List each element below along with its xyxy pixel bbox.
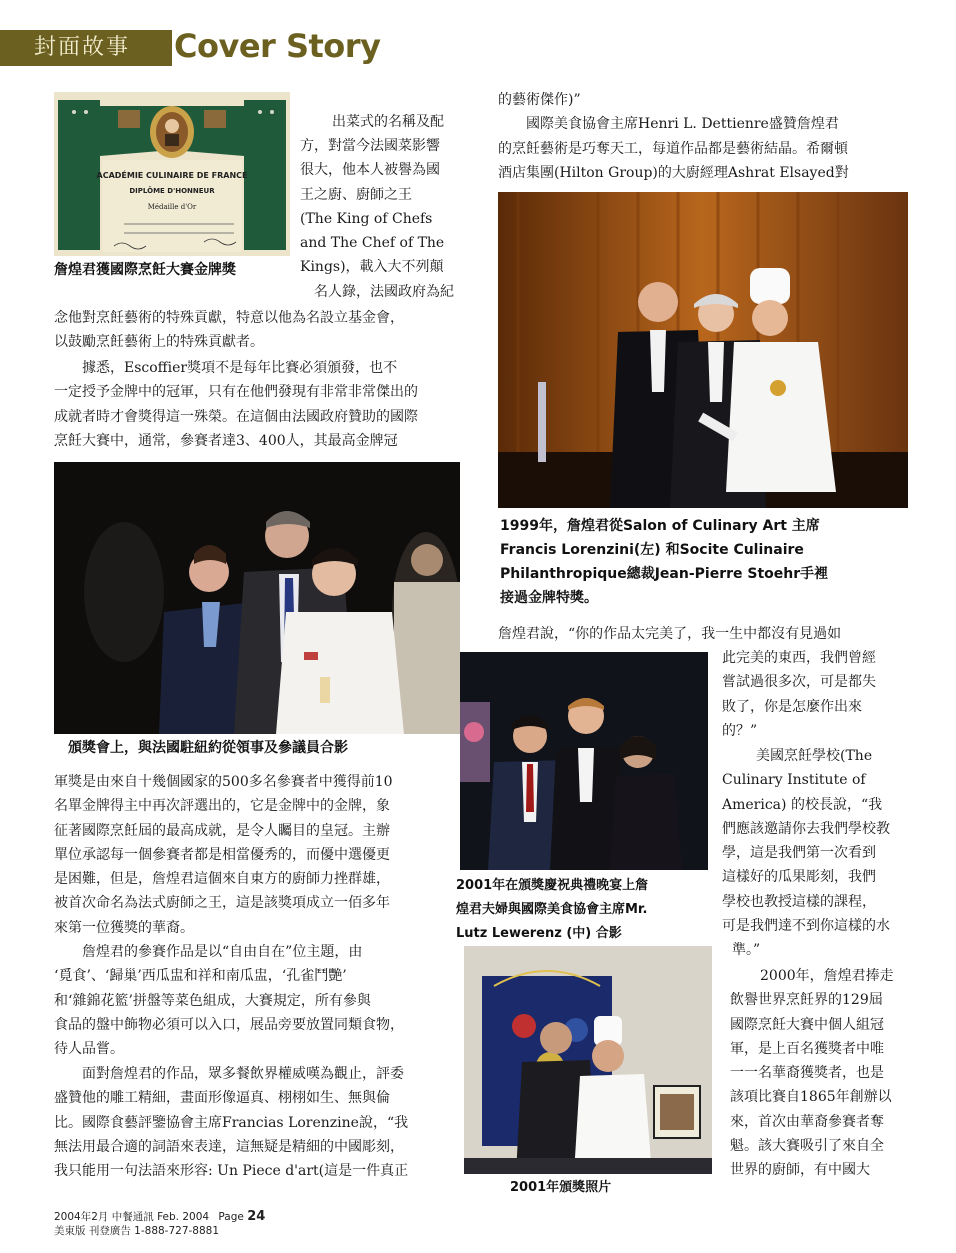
text-line: 國際美食協會主席Henri L. Dettienre盛贊詹煌君 <box>526 116 839 133</box>
footer-page-number: 24 <box>247 1209 266 1224</box>
caption-line: 接過金牌特獎。 <box>500 590 598 606</box>
text-line: 一一名華裔獲獎者，也是 <box>730 1065 884 1082</box>
text-line: 學校也教授這樣的課程， <box>722 893 876 910</box>
caption-line: Philanthropique總裁Jean-Pierre Stoehr手裡 <box>500 566 829 582</box>
caption-line: Lutz Lewerenz (中) 合影 <box>456 926 622 941</box>
col2-top <box>498 88 918 185</box>
text-line: 可是我們達不到你這樣的水 <box>722 918 890 935</box>
text-line: and The Chef of The <box>300 235 445 252</box>
text-line: 軍，是上百名獲獎者中唯 <box>730 1040 884 1057</box>
text-line: 以鼓勵烹飪藝術上的特殊貢獻者。 <box>54 334 264 351</box>
text-line: 來，首次由華裔參賽者奪 <box>730 1113 884 1130</box>
text-line: 的烹飪藝術是巧奪天工，每道作品都是藝術結晶。希爾頓 <box>498 140 848 157</box>
col1-p1-full <box>54 306 464 355</box>
text-line: 該項比賽自1865年創辦以 <box>730 1089 892 1106</box>
caption-banquet-2001 <box>456 874 724 946</box>
col1-p4 <box>54 940 464 1061</box>
caption-award-2001: 2001年頒獎照片 <box>510 1180 612 1195</box>
col1-p1-wrap <box>300 134 462 304</box>
text-line: 盛贊他的雕工精細，畫面形像逼真、栩栩如生、無與倫 <box>54 1090 390 1107</box>
text-line: 很大，他本人被譽為國 <box>300 162 440 179</box>
text-line: Culinary Institute of <box>722 772 866 789</box>
award-1999-photo-graphic <box>498 192 908 508</box>
col1-p3 <box>54 770 464 940</box>
footer-line1 <box>54 1210 265 1224</box>
text-line: 單位承認每一個參賽者都是相當優秀的，而優中選優更 <box>54 846 390 863</box>
col1-p2 <box>54 356 464 453</box>
text-line: 此完美的東西，我們曾經 <box>722 650 876 666</box>
diploma-image <box>54 92 290 256</box>
caption-line: 2001年在頒獎慶祝典禮晚宴上詹 <box>456 878 649 893</box>
text-line: 面對詹煌君的作品，眾多餐飲界權威嘆為觀止，評委 <box>82 1066 404 1082</box>
footer-page-label: Page <box>218 1211 244 1223</box>
banquet-2001-photo-graphic <box>460 652 708 870</box>
col1-p1-first-line: 出菜式的名稱及配 <box>332 114 444 130</box>
text-line: 世界的廚師，有中國大 <box>730 1162 870 1179</box>
reception-photo-graphic <box>54 462 460 734</box>
diploma-title-text: DIPLÔME D'HONNEUR <box>129 187 215 195</box>
text-line: ‘覓食’、‘歸巢’西瓜盅和祥和南瓜盅，‘孔雀鬥艷’ <box>54 968 347 985</box>
text-line: America) 的校長說，“我 <box>722 796 883 813</box>
text-line: 詹煌君的參賽作品是以“自由自在”位主題，由 <box>82 944 363 960</box>
text-line: (The King of Chefs <box>300 210 433 227</box>
text-line: 飲譽世界烹飪界的129屆 <box>730 992 883 1009</box>
text-line: 王之廚、廚師之王 <box>300 186 412 203</box>
section-title-zh: 封面故事 <box>34 35 131 60</box>
text-line: 美國烹飪學校(The <box>756 748 873 764</box>
award-2001-photo <box>464 946 712 1174</box>
caption-diploma: 詹煌君獲國際烹飪大賽金牌獎 <box>54 262 236 278</box>
award-1999-photo <box>498 192 908 508</box>
banquet-2001-photo <box>460 652 708 870</box>
col1-p5 <box>54 1062 464 1183</box>
text-line: 來第一位獲獎的華裔。 <box>54 919 194 936</box>
caption-line: Francis Lorenzini(左) 和Socite Culinaire <box>500 542 804 558</box>
diploma-org-text: ACADÉMIE CULINAIRE DE FRANCE <box>96 171 248 180</box>
text-line: 酒店集團(Hilton Group)的大廚經理Ashrat Elsayed對 <box>498 164 849 181</box>
caption-line: 1999年，詹煌君從Salon of Culinary Art 主席 <box>500 518 820 534</box>
caption-line: 煌君夫婦與國際美食協會主席Mr. <box>456 902 648 917</box>
col2-quote1-wrap <box>722 646 912 743</box>
col2-quote1-full: 詹煌君說，“你的作品太完美了，我一生中都沒有見過如 <box>498 626 842 642</box>
text-line: 名人錄，法國政府為紀 <box>314 283 454 300</box>
text-line: 和‘雜錦花籃’拼盤等菜色組成，大賽規定，所有參與 <box>54 992 371 1009</box>
text-line: 的藝術傑作)” <box>498 92 581 108</box>
text-line: 食品的盤中飾物必須可以入口，展品旁要放置同類食物， <box>54 1016 404 1033</box>
text-line: 敗了，你是怎麼作出來 <box>722 698 862 715</box>
text-line: 魁。該大賽吸引了來自全 <box>730 1138 884 1155</box>
col2-y2000 <box>730 964 914 1183</box>
col2-cia <box>722 744 912 963</box>
text-line: 待人品嘗。 <box>54 1041 124 1058</box>
text-line: 方，對當今法國菜影響 <box>300 138 440 154</box>
text-line: 據悉，Escoffier獎項不是每年比賽必須頒發，也不 <box>82 360 398 376</box>
text-line: 名單金牌得主中再次評選出的，它是金牌中的金牌，象 <box>54 798 390 815</box>
text-line: 是困難，但是，詹煌君這個來自東方的廚師力挫群雄， <box>54 871 390 888</box>
text-line: 國際烹飪大賽中個人組冠 <box>730 1016 884 1033</box>
diploma-graphic <box>54 92 290 256</box>
text-line: 烹飪大賽中，通常，參賽者達3、400人，其最高金牌冠 <box>54 432 398 449</box>
text-line: 征著國際烹飪屆的最高成就，是令人矚目的皇冠。主辦 <box>54 822 390 839</box>
footer-issue: 2004年2月 中餐通訊 Feb. 2004 <box>54 1211 210 1223</box>
text-line: 準。” <box>732 942 761 959</box>
text-line: 我只能用一句法語來形容: Un Piece d'art(這是一件真正 <box>54 1163 409 1180</box>
text-line: 這樣好的瓜果彫刻，我們 <box>722 869 876 886</box>
text-line: 軍獎是由來自十幾個國家的500多名參賽者中獲得前10 <box>54 774 393 790</box>
text-line: 學，這是我們第一次看到 <box>722 845 876 862</box>
text-line: 無法用最合適的詞語來表達，這無疑是精細的中國彫刻， <box>54 1138 404 1155</box>
footer-line2: 美東版 刊登廣告 1-888-727-8881 <box>54 1225 220 1237</box>
text-line: 的？” <box>722 722 758 739</box>
text-line: 被首次命名為法式廚師之王，這是該獎項成立一佰多年 <box>54 895 390 912</box>
text-line: 念他對烹飪藝術的特殊貢獻，特意以他為名設立基金會， <box>54 310 404 326</box>
text-line: Kings)，載入大不列顛 <box>300 259 444 276</box>
caption-award-1999 <box>500 514 912 610</box>
award-2001-photo-graphic <box>464 946 712 1174</box>
text-line: 一定授予金牌中的冠軍，只有在他們發現有非常非常傑出的 <box>54 384 418 401</box>
diploma-medal-text: Médaille d'Or <box>147 203 197 211</box>
reception-photo <box>54 462 460 734</box>
text-line: 比。國際食藝評鑒協會主席Francias Lorenzine說，“我 <box>54 1114 409 1131</box>
caption-reception: 頒獎會上，與法國駐紐約從領事及參議員合影 <box>68 740 348 756</box>
text-line: 成就者時才會獎得這一殊榮。在這個由法國政府贊助的國際 <box>54 408 418 425</box>
text-line: 們應該邀請你去我們學校教 <box>722 820 890 837</box>
text-line: 2000年，詹煌君捧走 <box>760 968 894 984</box>
text-line: 嘗試過很多次，可是都失 <box>722 674 876 691</box>
section-title-en: Cover Story <box>174 27 381 65</box>
